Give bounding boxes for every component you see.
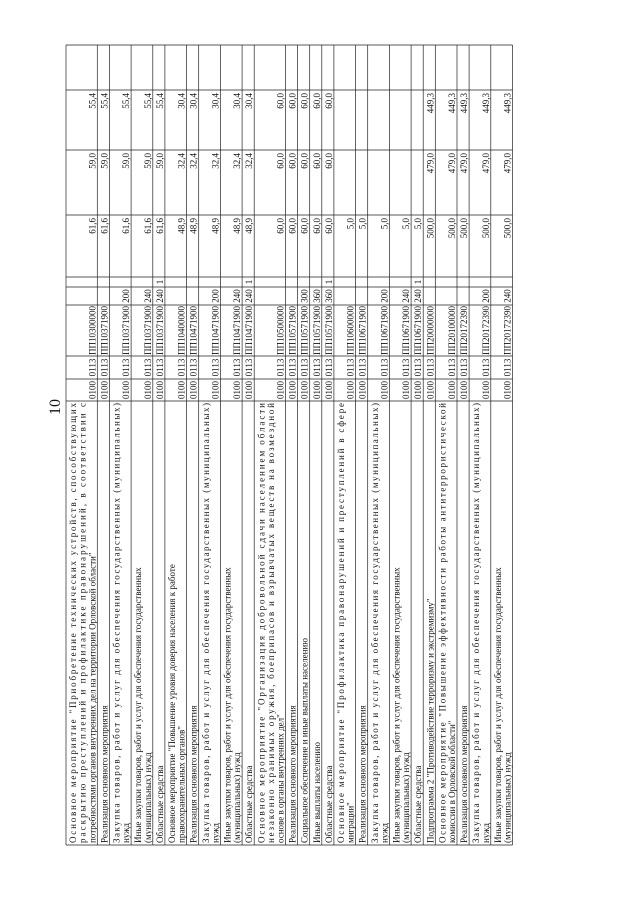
vr-cell: 360 xyxy=(323,289,334,303)
pr-cell: 0113 xyxy=(425,358,436,377)
rotated-table xyxy=(66,45,513,845)
year1-cell: 61,6 xyxy=(154,218,165,234)
year3-cell: 55,4 xyxy=(121,93,132,109)
table-row xyxy=(155,93,165,844)
rz-cell: 0100 xyxy=(401,381,412,399)
rz-cell: 0100 xyxy=(176,381,187,399)
page-number: 10 xyxy=(47,399,64,415)
table-row xyxy=(256,93,285,844)
row-description: основе в органы внутренних дел" xyxy=(275,714,286,843)
row-description: Реализация основного мероприятия xyxy=(99,705,110,843)
row-description: комиссии в Орловской области" xyxy=(447,720,457,843)
year3-cell: 30,4 xyxy=(244,93,255,109)
row-description: миграции" xyxy=(345,802,356,843)
vr-cell: 200 xyxy=(210,289,221,303)
row-description: (муниципальных) нужд xyxy=(232,752,243,843)
csr-cell: ПП10571900 xyxy=(299,306,310,355)
csr-cell: ПП10671900 xyxy=(401,306,412,355)
pr-cell: 0113 xyxy=(502,358,513,377)
year1-cell: 500,0 xyxy=(447,218,457,239)
rz-cell: 0100 xyxy=(121,381,132,399)
rz-cell: 0100 xyxy=(232,381,243,399)
k-cell: 1 xyxy=(413,279,424,285)
year2-cell: 59,0 xyxy=(142,153,153,169)
table-row xyxy=(167,93,187,844)
year1-cell: 500,0 xyxy=(480,218,491,239)
pr-cell: 0113 xyxy=(142,358,153,377)
year1-cell: 48,9 xyxy=(244,218,255,234)
year2-cell: 59,0 xyxy=(121,153,132,169)
row-description: Основное мероприятие "Организация добровольной сдачи населением области xyxy=(256,402,267,843)
rz-cell: 0100 xyxy=(480,381,491,399)
csr-cell: ПП10371900 xyxy=(121,306,132,355)
table-row xyxy=(370,218,390,844)
pr-cell: 0113 xyxy=(379,358,390,377)
row-description: Социальное обеспечение и иные выплаты населению xyxy=(299,638,310,843)
rz-cell: 0100 xyxy=(154,381,165,399)
csr-cell: ПП20000000 xyxy=(425,306,436,355)
csr-cell: ПП10571900 xyxy=(323,306,334,355)
pr-cell: 0113 xyxy=(99,358,110,377)
table-row xyxy=(459,93,469,844)
rz-cell: 0100 xyxy=(87,381,98,399)
year2-cell: 479,0 xyxy=(447,153,457,174)
year2-cell: 60,0 xyxy=(287,153,298,169)
vr-cell: 240 xyxy=(413,289,424,303)
pr-cell: 0113 xyxy=(232,358,243,377)
year1-cell: 60,0 xyxy=(287,218,298,234)
pr-cell: 0113 xyxy=(121,358,132,377)
pr-cell: 0113 xyxy=(299,358,310,377)
year1-cell: 48,9 xyxy=(188,218,199,234)
table-row xyxy=(324,93,334,844)
table-row xyxy=(68,93,97,844)
row-description: Основное мероприятие "Повышение эффективности работы антитеррористической xyxy=(437,403,448,843)
year2-cell: 59,0 xyxy=(87,153,98,169)
csr-cell: ПП10471900 xyxy=(210,306,221,355)
table-row xyxy=(392,218,412,844)
table-row xyxy=(300,93,310,844)
table-row xyxy=(99,93,109,844)
row-description: Закупка товаров, работ и услуг для обеспечения государственных (муниципальных) xyxy=(111,403,122,843)
table-row xyxy=(223,93,243,844)
table-row xyxy=(413,218,423,844)
csr-cell: ПП10371900 xyxy=(154,306,165,355)
pr-cell: 0113 xyxy=(311,358,322,377)
table-row xyxy=(244,93,254,844)
k-cell: 1 xyxy=(154,279,165,285)
row-description: (муниципальных) нужд xyxy=(142,752,153,843)
year1-cell: 61,6 xyxy=(142,218,153,234)
row-description: Реализация основного мероприятия xyxy=(287,705,298,843)
vr-cell: 240 xyxy=(401,289,412,303)
year1-cell: 61,6 xyxy=(87,218,98,234)
row-description: Реализация основного мероприятия xyxy=(459,705,470,843)
csr-cell: ПП20172390 xyxy=(480,306,491,355)
year1-cell: 48,9 xyxy=(210,218,221,234)
year2-cell: 60,0 xyxy=(275,153,286,169)
row-description: Реализация основного мероприятия xyxy=(357,705,368,843)
vr-cell: 200 xyxy=(121,289,132,303)
year3-cell: 55,4 xyxy=(142,93,153,109)
table-row xyxy=(112,93,132,844)
pr-cell: 0113 xyxy=(323,358,334,377)
csr-cell: ПП10671900 xyxy=(357,306,368,355)
row-description: Областные средства xyxy=(413,765,424,843)
row-description: Областные средства xyxy=(244,765,255,843)
row-description: Закупка товаров, работ и услуг для обеспечения государственных (муниципальных) xyxy=(369,403,380,843)
csr-cell: ПП10371900 xyxy=(142,306,153,355)
vr-cell: 300 xyxy=(299,289,310,303)
row-description: Основное мероприятие "Приобретение технических устройств, способствующих xyxy=(68,403,79,843)
year3-cell: 60,0 xyxy=(311,93,322,109)
csr-cell: ПП10600000 xyxy=(345,306,356,355)
csr-cell: ПП10300000 xyxy=(87,306,98,355)
vr-cell: 240 xyxy=(244,289,255,303)
year3-cell: 449,3 xyxy=(425,93,436,114)
pr-cell: 0113 xyxy=(459,358,470,377)
year2-cell: 59,0 xyxy=(154,153,165,169)
year3-cell: 55,4 xyxy=(99,93,110,109)
rz-cell: 0100 xyxy=(357,381,368,399)
row-description: Иные закупки товаров, работ и услуг для обеспечения государственных xyxy=(133,567,144,843)
year2-cell: 479,0 xyxy=(459,153,470,174)
row-description: (муниципальных) нужд xyxy=(502,752,513,843)
year3-cell: 55,4 xyxy=(154,93,165,109)
vr-cell: 200 xyxy=(379,289,390,303)
pr-cell: 0113 xyxy=(244,358,255,377)
year2-cell: 479,0 xyxy=(425,153,436,174)
year1-cell: 60,0 xyxy=(299,218,310,234)
row-description: нужд xyxy=(480,823,491,843)
vr-cell: 240 xyxy=(502,289,513,303)
row-description: Основное мероприятие "Повышение уровня доверия населения к работе xyxy=(167,564,177,843)
rz-cell: 0100 xyxy=(379,381,390,399)
row-description: Закупка товаров, работ и услуг для обеспечения государственных (муниципальных) xyxy=(471,403,482,843)
year3-cell: 30,4 xyxy=(232,93,243,109)
row-description: нужд xyxy=(121,823,132,843)
csr-cell: ПП10400000 xyxy=(176,306,187,355)
year2-cell: 479,0 xyxy=(480,153,491,174)
csr-cell: ПП10471900 xyxy=(232,306,243,355)
row-description: Иные закупки товаров, работ и услуг для обеспечения государственных xyxy=(391,567,402,843)
table-row xyxy=(358,218,368,844)
year3-cell: 30,4 xyxy=(210,93,221,109)
year2-cell: 60,0 xyxy=(323,153,334,169)
year3-cell: 60,0 xyxy=(323,93,334,109)
pr-cell: 0113 xyxy=(413,358,424,377)
row-description: (муниципальных) нужд xyxy=(401,752,412,843)
year2-cell: 60,0 xyxy=(311,153,322,169)
year1-cell: 5,0 xyxy=(413,218,424,230)
rz-cell: 0100 xyxy=(244,381,255,399)
year1-cell: 61,6 xyxy=(99,218,110,234)
pr-cell: 0113 xyxy=(188,358,199,377)
csr-cell: ПП10471900 xyxy=(244,306,255,355)
rz-cell: 0100 xyxy=(287,381,298,399)
vr-cell: 360 xyxy=(311,289,322,303)
table-row xyxy=(336,218,356,844)
rz-cell: 0100 xyxy=(188,381,199,399)
vr-cell: 200 xyxy=(480,289,491,303)
pr-cell: 0113 xyxy=(275,358,286,377)
year2-cell: 32,4 xyxy=(244,153,255,169)
table-row xyxy=(471,93,491,844)
row-description: нужд xyxy=(379,823,390,843)
csr-cell: ПП10500000 xyxy=(275,306,286,355)
row-description: Основное мероприятие "Профилактика правонарушений и преступлений в сфере xyxy=(336,403,346,843)
row-description: раскрытию преступлений и профилактике правонарушений, в соответствии с xyxy=(77,402,88,843)
year3-cell: 449,3 xyxy=(459,93,470,114)
year2-cell: 59,0 xyxy=(99,153,110,169)
rz-cell: 0100 xyxy=(425,381,436,399)
pr-cell: 0113 xyxy=(210,358,221,377)
table-row xyxy=(189,93,199,844)
year1-cell: 5,0 xyxy=(345,218,356,230)
year2-cell: 479,0 xyxy=(502,153,513,174)
rz-cell: 0100 xyxy=(413,381,424,399)
year3-cell: 30,4 xyxy=(176,93,187,109)
row-description: Подпрограмма 2 "Противодействие терроризму и экстремизму" xyxy=(425,598,436,843)
row-description: правоохранительных органов" xyxy=(176,726,187,843)
rz-cell: 0100 xyxy=(323,381,334,399)
pr-cell: 0113 xyxy=(287,358,298,377)
rz-cell: 0100 xyxy=(210,381,221,399)
row-description: Иные закупки товаров, работ и услуг для обеспечения государственных xyxy=(222,567,233,843)
year2-cell: 32,4 xyxy=(210,153,221,169)
year1-cell: 48,9 xyxy=(176,218,187,234)
table-row xyxy=(288,93,298,844)
rz-cell: 0100 xyxy=(299,381,310,399)
csr-cell: ПП10671900 xyxy=(379,306,390,355)
year3-cell: 449,3 xyxy=(480,93,491,114)
year2-cell: 32,4 xyxy=(232,153,243,169)
rz-cell: 0100 xyxy=(459,381,470,399)
table-row xyxy=(312,93,322,844)
rz-cell: 0100 xyxy=(142,381,153,399)
csr-cell: ПП10671900 xyxy=(413,306,424,355)
year1-cell: 5,0 xyxy=(401,218,412,230)
year2-cell: 60,0 xyxy=(299,153,310,169)
year2-cell: 32,4 xyxy=(188,153,199,169)
year3-cell: 55,4 xyxy=(87,93,98,109)
k-cell: 1 xyxy=(323,279,334,285)
rz-cell: 0100 xyxy=(345,381,356,399)
pr-cell: 0113 xyxy=(357,358,368,377)
pr-cell: 0113 xyxy=(176,358,187,377)
csr-cell: ПП10471900 xyxy=(188,306,199,355)
pr-cell: 0113 xyxy=(87,358,98,377)
csr-cell: ПП10571900 xyxy=(311,306,322,355)
table-row xyxy=(437,93,457,844)
k-cell: 1 xyxy=(244,279,255,285)
year3-cell: 60,0 xyxy=(275,93,286,109)
table-row xyxy=(425,93,435,844)
vr-cell: 240 xyxy=(142,289,153,303)
table-row xyxy=(201,93,221,844)
year1-cell: 5,0 xyxy=(379,218,390,230)
csr-cell: ПП10371900 xyxy=(99,306,110,355)
rz-cell: 0100 xyxy=(99,381,110,399)
year1-cell: 60,0 xyxy=(323,218,334,234)
pr-cell: 0113 xyxy=(447,358,457,377)
year1-cell: 48,9 xyxy=(232,218,243,234)
pr-cell: 0113 xyxy=(401,358,412,377)
row-description: Закупка товаров, работ и услуг для обеспечения государственных (муниципальных) xyxy=(200,403,211,843)
rz-cell: 0100 xyxy=(275,381,286,399)
vr-cell: 240 xyxy=(232,289,243,303)
year1-cell: 500,0 xyxy=(502,218,513,239)
csr-cell: ПП20100000 xyxy=(447,306,457,355)
year1-cell: 500,0 xyxy=(425,218,436,239)
year1-cell: 60,0 xyxy=(311,218,322,234)
year3-cell: 60,0 xyxy=(287,93,298,109)
pr-cell: 0113 xyxy=(480,358,491,377)
vr-cell: 240 xyxy=(154,289,165,303)
year1-cell: 60,0 xyxy=(275,218,286,234)
year1-cell: 500,0 xyxy=(459,218,470,239)
row-description: Иные выплаты населению xyxy=(311,742,322,843)
year3-cell: 449,3 xyxy=(502,93,513,114)
csr-cell: ПП10571900 xyxy=(287,306,298,355)
pr-cell: 0113 xyxy=(154,358,165,377)
row-description: Областные средства xyxy=(323,765,334,843)
year2-cell: 32,4 xyxy=(176,153,187,169)
rz-cell: 0100 xyxy=(502,381,513,399)
rz-cell: 0100 xyxy=(447,381,457,399)
year3-cell: 30,4 xyxy=(188,93,199,109)
row-description: потребностями органов внутренних дел на территории Орловской области" xyxy=(87,552,98,843)
pr-cell: 0113 xyxy=(345,358,356,377)
row-description: нужд xyxy=(210,823,221,843)
row-description: Реализация основного мероприятия xyxy=(188,705,199,843)
table-row xyxy=(133,93,153,844)
row-description: Иные закупки товаров, работ и услуг для обеспечения государственных xyxy=(492,567,503,843)
year1-cell: 61,6 xyxy=(121,218,132,234)
csr-cell: ПП20172390 xyxy=(459,306,470,355)
csr-cell: ПП20172390 xyxy=(502,306,513,355)
year3-cell: 60,0 xyxy=(299,93,310,109)
row-description: незаконно хранимых оружия, боеприпасов и взрывчатых веществ на возмездной xyxy=(265,402,276,843)
year3-cell: 449,3 xyxy=(447,93,457,114)
row-description: Областные средства xyxy=(154,765,165,843)
year1-cell: 5,0 xyxy=(357,218,368,230)
rz-cell: 0100 xyxy=(311,381,322,399)
table-row xyxy=(493,93,513,844)
